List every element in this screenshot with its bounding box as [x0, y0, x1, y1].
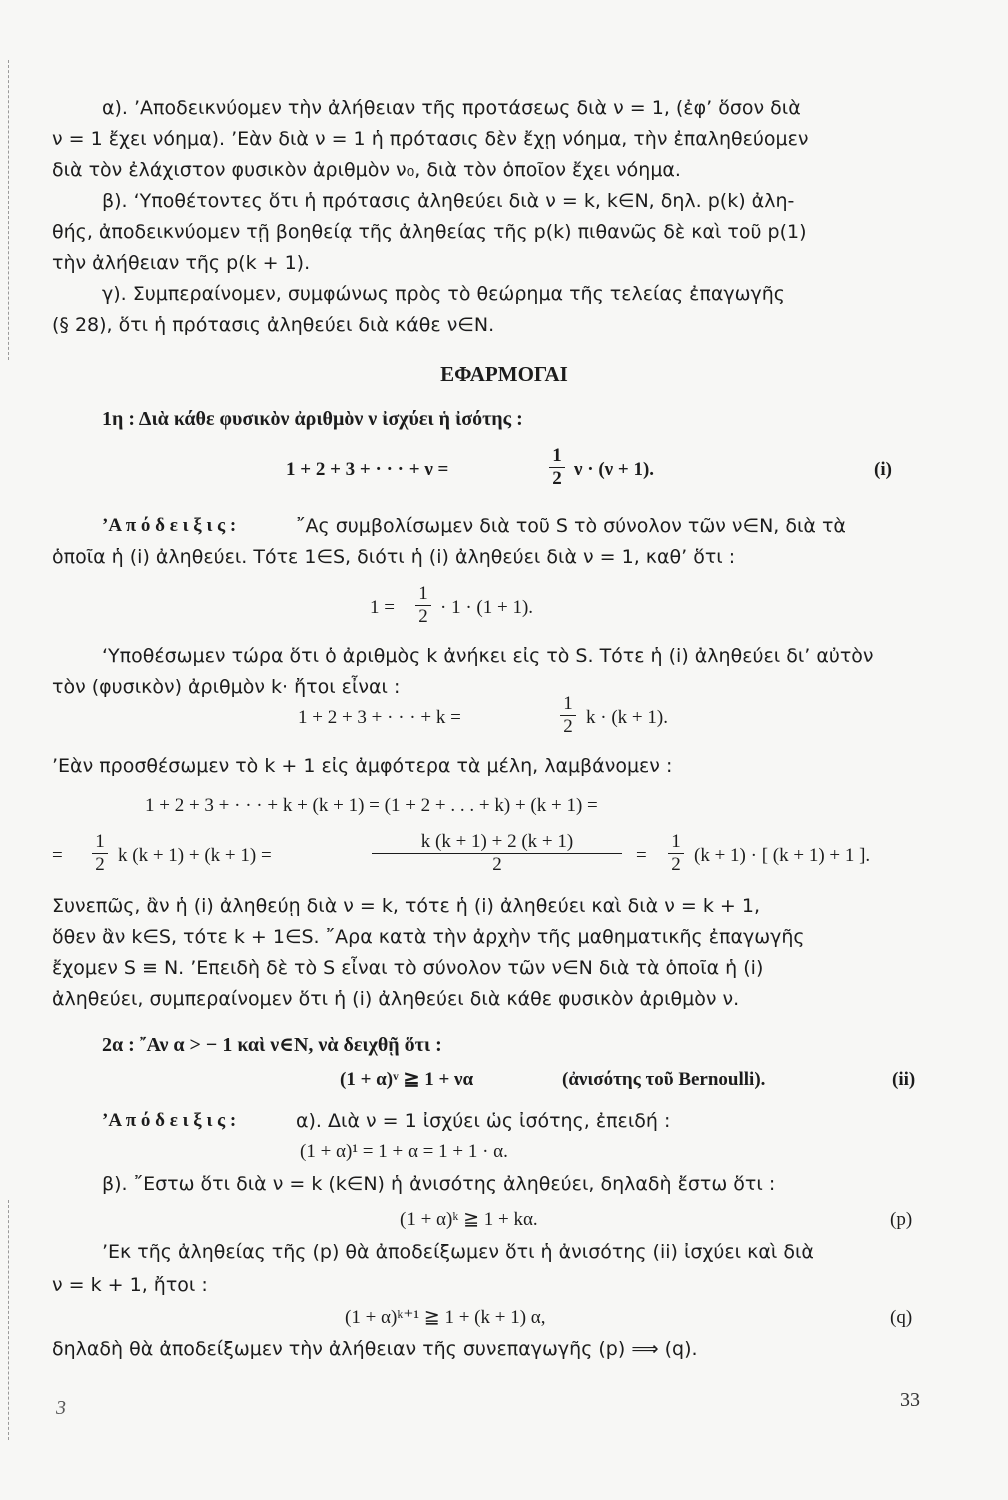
equation-base-right: · 1 · (1 + 1).	[440, 597, 534, 618]
equation-sum-term: k (k + 1) + (k + 1) =	[118, 845, 272, 866]
proof-label: ’Α π ό δ ε ι ξ ι ς :	[102, 515, 237, 536]
text-line: ν = 1 ἔχει νόημα). ’Εὰν διὰ ν = 1 ἡ πρότασις δὲν ἔχῃ νόημα, τὴν ἐπαληθεύομεν	[52, 128, 809, 150]
equation-i-right: ν · (ν + 1).	[574, 459, 655, 480]
fraction-one-half	[415, 584, 431, 627]
text-line: ‘Υποθέσωμεν τώρα ὅτι ὁ ἀριθμὸς k ἀνήκει εἰς τὸ S. Τότε ἡ (i) ἀληθεύει δι’ αὐτὸν	[102, 645, 874, 667]
fraction-denominator: 2	[492, 854, 502, 875]
fraction-denominator: 2	[563, 716, 573, 737]
text-line: (§ 28), ὅτι ἡ πρότασις ἀληθεύει διὰ κάθε ν∈N.	[52, 314, 495, 336]
equation-k-right: k · (k + 1).	[586, 707, 668, 728]
fraction-numerator: 1	[552, 445, 562, 466]
signature-mark: 3	[56, 1397, 66, 1419]
equation-tag: (p)	[890, 1209, 913, 1230]
equation-tag: (ii)	[892, 1069, 916, 1090]
text-line: τὸν (φυσικὸν) ἀριθμὸν k· ἤτοι εἶναι :	[52, 676, 401, 698]
fraction-one-half	[560, 694, 576, 737]
fraction-numerator: 1	[563, 693, 573, 714]
text-line: τὴν ἀλήθειαν τῆς p(k + 1).	[52, 252, 311, 274]
equation-q: (1 + α)ᵏ⁺¹ ≧ 1 + (k + 1) α,	[345, 1307, 546, 1328]
fraction-one-half	[549, 446, 565, 489]
fraction-one-half	[92, 832, 108, 875]
text-line: ὁποῖα ἡ (i) ἀληθεύει. Τότε 1∈S, διότι ἡ (i) ἀληθεύει διὰ ν = 1, καθ’ ὅτι :	[52, 546, 736, 568]
equation-sum-result: (k + 1) · [ (k + 1) + 1 ].	[694, 845, 871, 866]
text-line: ’Εὰν προσθέσωμεν τὸ k + 1 εἰς ἀμφότερα τὰ μέλη, λαμβάνομεν :	[52, 755, 673, 777]
equals-sign: =	[52, 845, 63, 866]
equals-sign: =	[636, 845, 647, 866]
text-line: ν = k + 1, ἤτοι :	[52, 1274, 208, 1296]
application-2-title: 2α : ῎Αν α > − 1 καὶ ν∈N, νὰ δειχθῇ ὅτι :	[102, 1034, 442, 1056]
equation-base-left: 1 =	[370, 597, 395, 618]
fraction-denominator: 2	[552, 468, 562, 489]
text-line: β). ‘Υποθέτοντες ὅτι ἡ πρότασις ἀληθεύει διὰ ν = k, k∈N, δηλ. p(k) ἀλη-	[102, 190, 795, 212]
text-line: γ). Συμπεραίνομεν, συμφώνως πρὸς τὸ θεώρημα τῆς τελείας ἐπαγωγῆς	[102, 283, 785, 305]
equation-k-left: 1 + 2 + 3 + · · · + k =	[298, 707, 461, 728]
application-1-title: 1η : Διὰ κάθε φυσικὸν ἀριθμὸν ν ἰσχύει ἡ ἰσότης :	[102, 408, 523, 430]
fraction-denominator: 2	[671, 854, 681, 875]
equation-base-case: (1 + α)¹ = 1 + α = 1 + 1 · α.	[300, 1141, 508, 1162]
equation-tag: (q)	[890, 1307, 913, 1328]
equation-p: (1 + α)ᵏ ≧ 1 + kα.	[400, 1209, 538, 1230]
proof-label: ’Α π ό δ ε ι ξ ι ς :	[102, 1110, 237, 1131]
fraction-numerator: 1	[95, 831, 105, 852]
fraction-numerator: k (k + 1) + 2 (k + 1)	[420, 831, 574, 852]
equation-sum-line-1: 1 + 2 + 3 + · · · + k + (k + 1) = (1 + 2 + . . . + k) + (k + 1) =	[145, 795, 598, 816]
scan-edge-mark	[8, 60, 9, 360]
equation-i-left: 1 + 2 + 3 + · · · + ν =	[286, 459, 449, 480]
fraction-denominator: 2	[95, 854, 105, 875]
text-line: ’Εκ τῆς ἀληθείας τῆς (p) θὰ ἀποδείξωμεν ὅτι ἡ ἀνισότης (ii) ἰσχύει καὶ διὰ	[102, 1241, 814, 1263]
scan-edge-mark	[8, 1200, 9, 1440]
text-line: β). ῎Εστω ὅτι διὰ ν = k (k∈N) ἡ ἀνισότης ἀληθεύει, δηλαδὴ ἔστω ὅτι :	[102, 1173, 776, 1195]
fraction-big	[372, 832, 622, 875]
text-line: ἀληθεύει, συμπεραίνομεν ὅτι ἡ (i) ἀληθεύει διὰ κάθε φυσικὸν ἀριθμὸν ν.	[52, 988, 740, 1010]
text-line: Συνεπῶς, ἂν ἡ (i) ἀληθεύῃ διὰ ν = k, τότε ἡ (i) ἀληθεύει καὶ διὰ ν = k + 1,	[52, 895, 760, 917]
bernoulli-note: (ἀνισότης τοῦ Bernoulli).	[562, 1069, 766, 1090]
text-line: α). Διὰ ν = 1 ἰσχύει ὡς ἰσότης, ἐπειδή :	[296, 1110, 671, 1132]
text-line: διὰ τὸν ἐλάχιστον φυσικὸν ἀριθμὸν ν₀, διὰ τὸν ὁποῖον ἔχει νόημα.	[52, 159, 681, 181]
section-heading: ΕΦΑΡΜΟΓΑΙ	[440, 362, 568, 386]
text-line: δηλαδὴ θὰ ἀποδείξωμεν τὴν ἀλήθειαν τῆς συνεπαγωγῆς (p) ⟹ (q).	[52, 1338, 698, 1360]
text-line: α). ’Αποδεικνύομεν τὴν ἀλήθειαν τῆς προτάσεως διὰ ν = 1, (ἐφ’ ὅσον διὰ	[102, 97, 801, 119]
fraction-denominator: 2	[418, 606, 428, 627]
text-line: θής, ἀποδεικνύομεν τῇ βοηθείᾳ τῆς ἀληθείας τῆς p(k) πιθανῶς δὲ καὶ τοῦ p(1)	[52, 221, 807, 243]
text-line: ἔχομεν S ≡ N. ’Επειδὴ δὲ τὸ S εἶναι τὸ σύνολον τῶν ν∈N διὰ τὰ ὁποῖα ἡ (i)	[52, 957, 764, 979]
fraction-one-half	[668, 832, 684, 875]
page-number: 33	[900, 1389, 920, 1411]
equation-tag: (i)	[874, 459, 892, 480]
fraction-numerator: 1	[418, 583, 428, 604]
text-line: ὅθεν ἂν k∈S, τότε k + 1∈S. ῎Αρα κατὰ τὴν ἀρχὴν τῆς μαθηματικῆς ἐπαγωγῆς	[52, 926, 805, 948]
fraction-numerator: 1	[671, 831, 681, 852]
bernoulli-inequality: (1 + α)ᵛ ≧ 1 + να	[340, 1069, 474, 1090]
text-line: ῎Ας συμβολίσωμεν διὰ τοῦ S τὸ σύνολον τῶν ν∈N, διὰ τὰ	[296, 515, 846, 537]
